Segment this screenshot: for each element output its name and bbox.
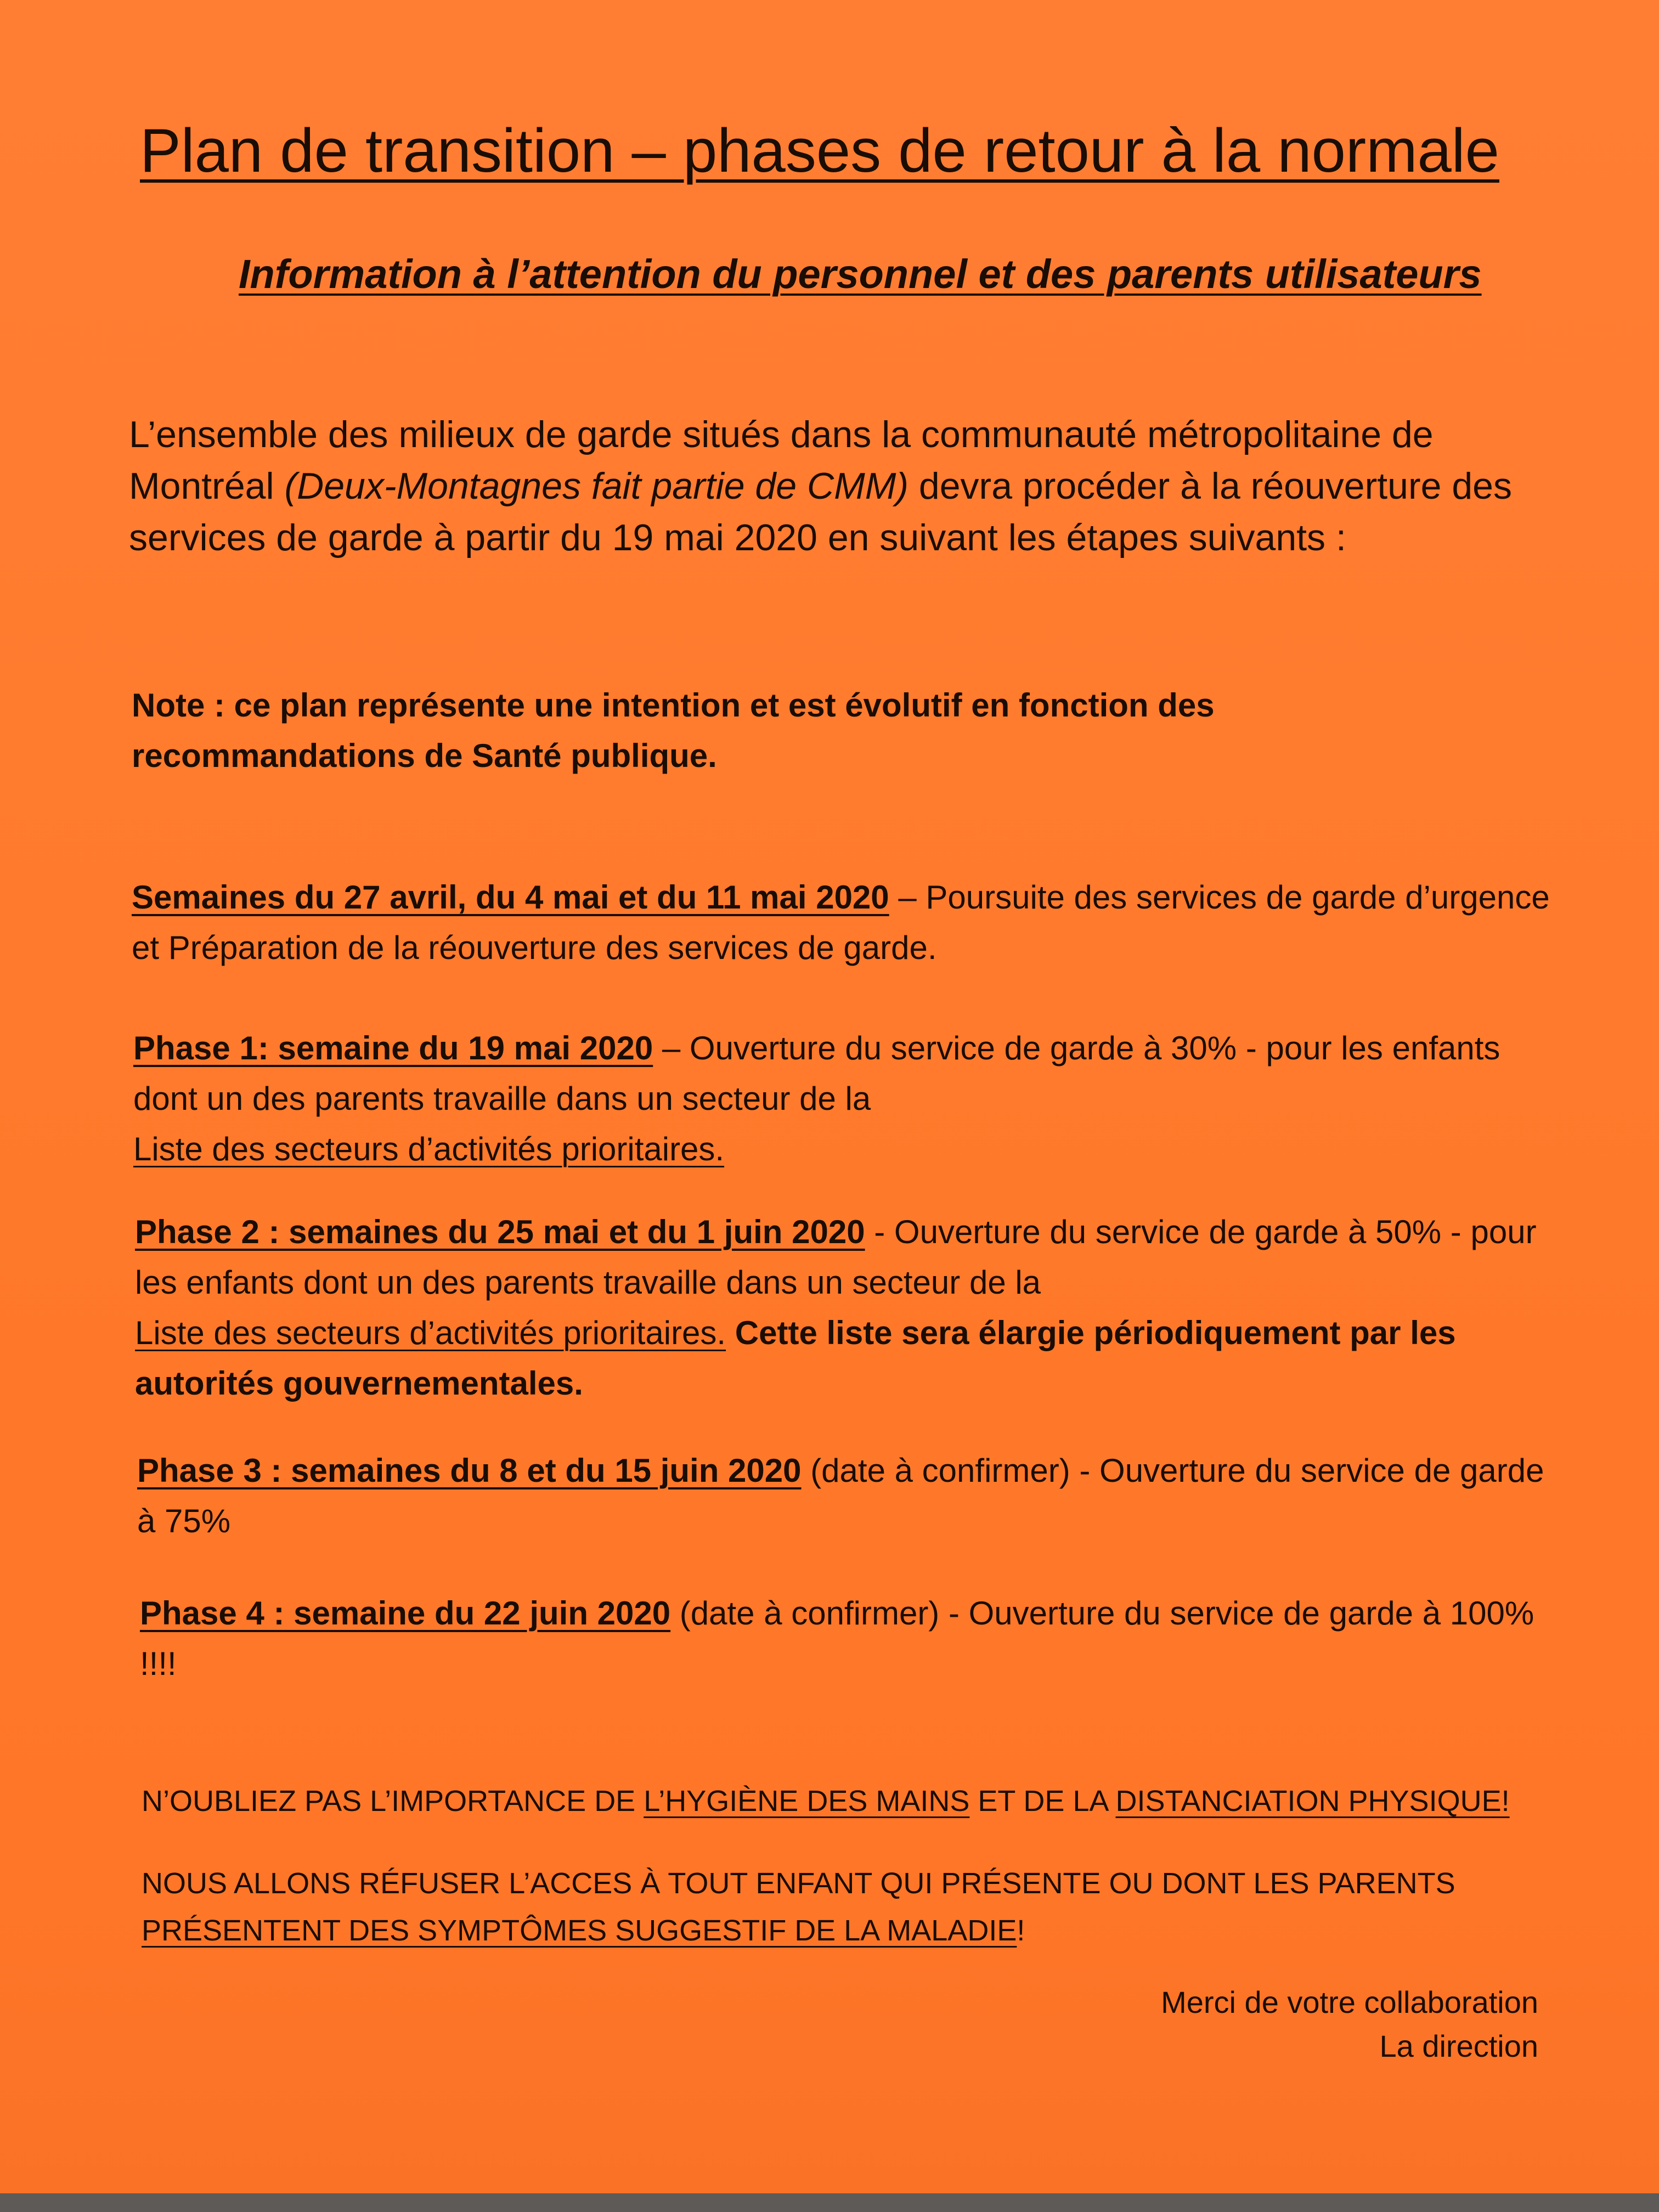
reminder-text-1: N’OUBLIEZ PAS L’IMPORTANCE DE [142,1785,644,1818]
phase-2-paragraph [135,1207,1550,1409]
intro-paragraph [129,409,1533,563]
phase-1-heading: Phase 1: semaine du 19 mai 2020 [133,1030,653,1066]
document-subtitle: Information à l’attention du personnel et des parents utilisateurs [239,251,1482,297]
phase-4-paragraph [140,1588,1566,1689]
phase-2-text: - Ouverture du service de garde à 50% - pour les enfants dont un des parents travaille dans un secteur de la [135,1214,1537,1301]
refusal-text-1: NOUS ALLONS RÉFUSER L’ACCES À TOUT ENFANT QUI PRÉSENTE OU DONT LES PARENTS [142,1867,1455,1900]
refusal-text-2: ! [1017,1914,1025,1947]
reminder-physical-distancing: DISTANCIATION PHYSIQUE! [1115,1785,1510,1818]
weeks-heading: Semaines du 27 avril, du 4 mai et du 11 mai 2020 [132,879,889,916]
weeks-paragraph [132,872,1558,973]
document-title: Plan de transition – phases de retour à la normale [140,116,1499,185]
reminder-text-2: ET DE LA [969,1785,1116,1818]
intro-text-1: L’ensemble des milieux de garde situés dans la communauté métropolitaine de Montréal [129,414,1434,507]
refusal-symptoms: PRÉSENTENT DES SYMPTÔMES SUGGESTIF DE LA MALADIE [142,1914,1017,1947]
refusal-notice [142,1860,1546,1954]
signature-thanks: Merci de votre collaboration [1161,1985,1538,2019]
phase-3-paragraph [137,1446,1564,1547]
phase-2-bold-text: Cette liste sera élargie périodiquement par les autorités gouvernementales. [135,1314,1456,1402]
signature-direction: La direction [1379,2029,1538,2063]
weeks-text: – Poursuite des services de garde d’urgence et Préparation de la réouverture des services de garde. [132,879,1550,966]
phase-3-heading: Phase 3 : semaines du 8 et du 15 juin 2020 [137,1452,802,1489]
phase-3-text: (date à confirmer) - Ouverture du service de garde à 75% [137,1452,1544,1539]
bottom-surface-edge [0,2193,1659,2212]
phase-2-priority-list-link[interactable]: Liste des secteurs d’activités prioritaires. [135,1314,726,1351]
hygiene-reminder [142,1778,1568,1825]
intro-italic-text: (Deux-Montagnes fait partie de CMM) [284,465,909,507]
phase-1-priority-list-link[interactable]: Liste des secteurs d’activités prioritaires. [133,1131,725,1167]
phase-4-heading: Phase 4 : semaine du 22 juin 2020 [140,1595,671,1632]
note-paragraph: Note : ce plan représente une intention et est évolutif en fonction des recommandations de Santé publique. [132,687,1215,774]
phase-4-text: (date à confirmer) - Ouverture du service de garde à 100% !!!! [140,1595,1534,1682]
intro-text-2: devra procéder à la réouverture des services de garde à partir du 19 mai 2020 en suivant les étapes suivants : [129,465,1512,558]
phase-2-heading: Phase 2 : semaines du 25 mai et du 1 juin 2020 [135,1214,865,1250]
signature-block [1161,1980,1538,2068]
phase-1-text: – Ouverture du service de garde à 30% - pour les enfants dont un des parents travaille dans un secteur de la [133,1030,1500,1117]
reminder-hand-hygiene: L’HYGIÈNE DES MAINS [644,1785,970,1818]
phase-1-paragraph [133,1023,1560,1175]
